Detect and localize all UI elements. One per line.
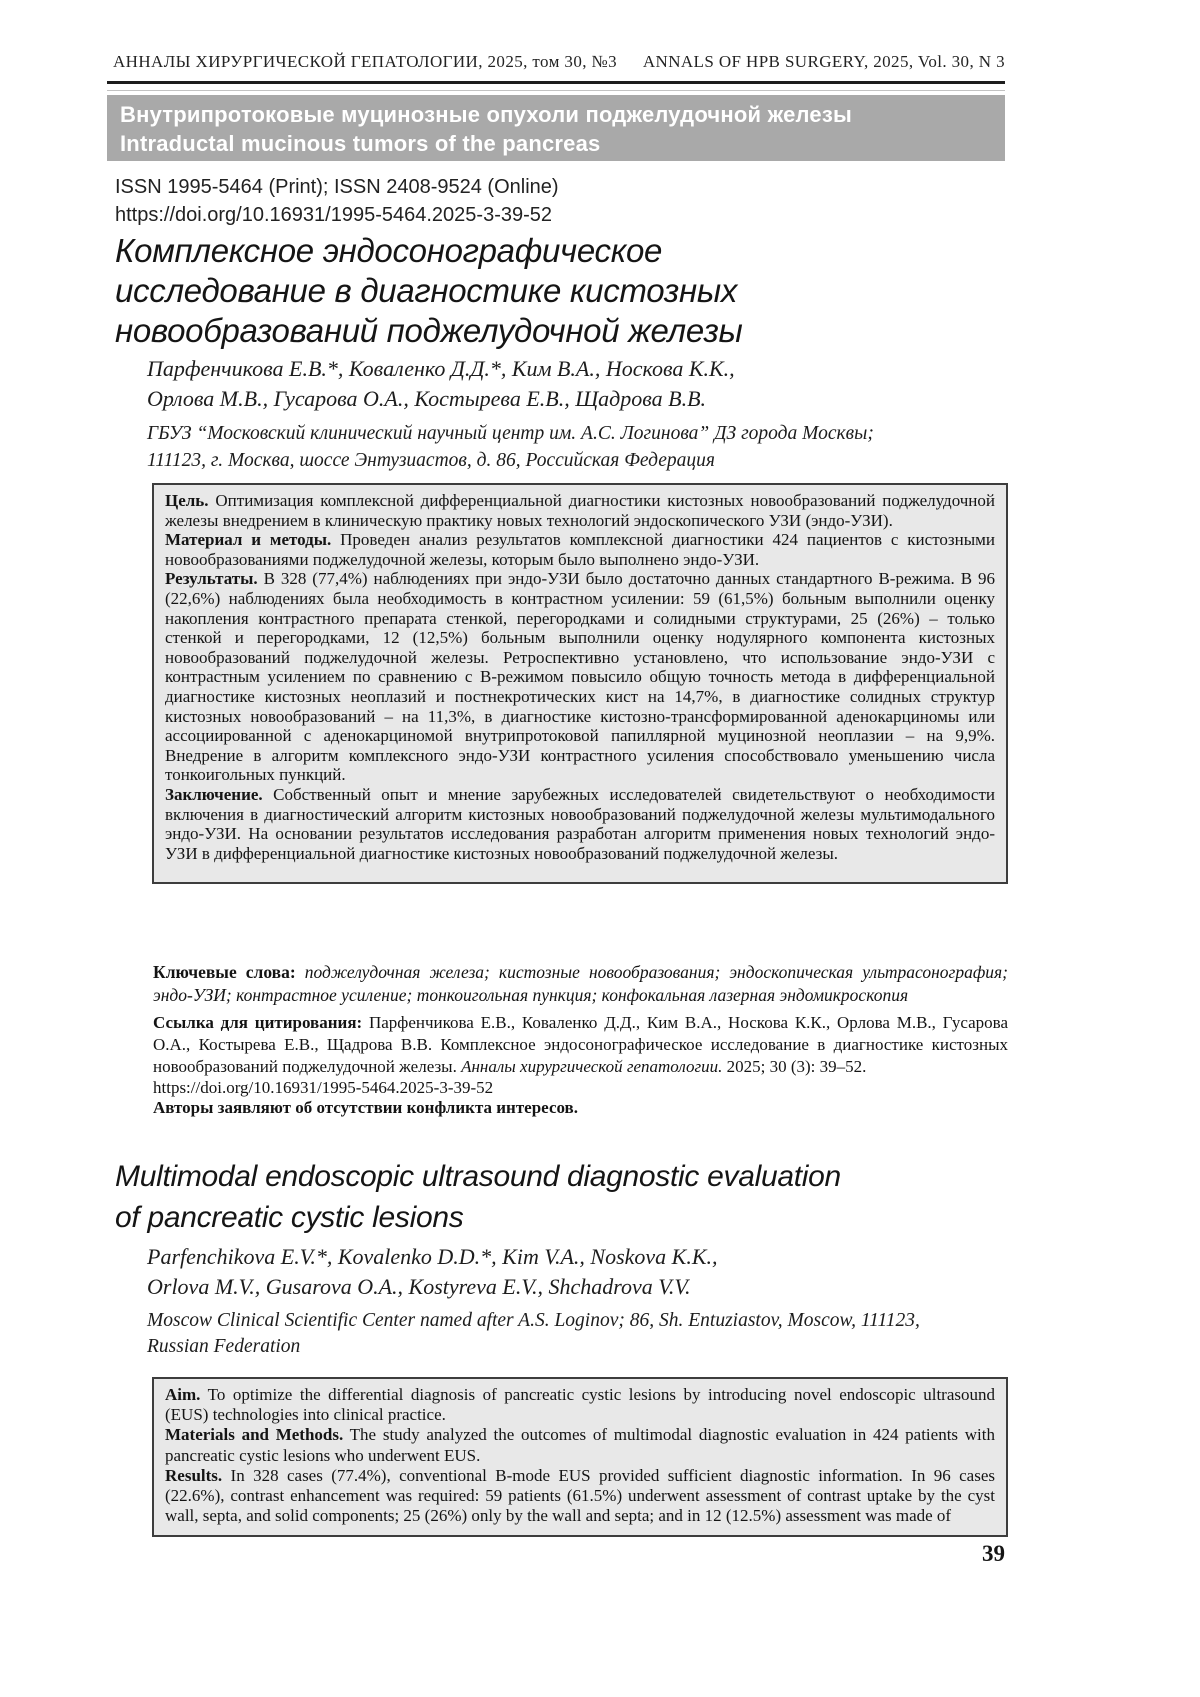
authors-en [147, 1242, 718, 1302]
keywords-text: поджелудочная железа; кистозные новообразования; эндоскопическая ультрасонография; эндо-УЗИ; контрастное усиление; тонкоигольная пункция; конфокальная лазерная эндомикроскопия [153, 962, 1008, 1005]
citation-tail: 2025; 30 (3): 39–52. [726, 1056, 867, 1076]
citation-label: Ссылка для цитирования: [153, 1013, 363, 1032]
abstract-box-en [152, 1377, 1008, 1537]
section-banner-line-en: Intraductal mucinous tumors of the pancreas [120, 131, 601, 156]
authors-ru-line-1: Парфенчикова Е.В.*, Коваленко Д.Д.*, Ким В.А., Носкова К.К., [147, 356, 735, 381]
conflict-of-interest-statement: Авторы заявляют об отсутствии конфликта интересов. [153, 1098, 578, 1117]
citation-doi: https://doi.org/10.16931/1995-5464.2025-3-39-52 [153, 1078, 494, 1098]
section-banner-line-ru: Внутрипротоковые муцинозные опухоли поджелудочной железы [120, 102, 852, 127]
running-header [113, 52, 1005, 72]
authors-en-line-2: Orlova M.V., Gusarova O.A., Kostyreva E.V., Shchadrova V.V. [147, 1274, 691, 1299]
abstract-ru-conclusion-label: Заключение. [165, 784, 263, 804]
abstract-ru-aim-label: Цель. [165, 491, 209, 510]
affiliation-ru-line-2: 111123, г. Москва, шоссе Энтузиастов, д. 86, Российская Федерация [147, 450, 715, 471]
header-rule-thick [107, 81, 1005, 84]
citation-journal: Анналы хирургической гепатологии. [461, 1056, 723, 1076]
authors-en-line-1: Parfenchikova E.V.*, Kovalenko D.D.*, Kim V.A., Noskova K.K., [147, 1244, 718, 1269]
authors-ru [147, 354, 735, 414]
title-ru-line-3: новообразований поджелудочной железы [115, 312, 743, 349]
abstract-ru-methods: Материал и методы. Проведен анализ результатов комплексной диагностики 424 пациентов с кистозными новообразованиями поджелудочной железы, которым было выполнено эндо-УЗИ. [165, 530, 995, 569]
affiliation-en [147, 1308, 920, 1360]
keywords-label: Ключевые слова: [153, 962, 296, 982]
section-banner [107, 95, 1005, 161]
article-title-ru [115, 231, 1015, 351]
citation-block [153, 1012, 1008, 1099]
keywords-block [153, 961, 1008, 1007]
affiliation-ru-line-1: ГБУЗ “Московский клинический научный центр им. А.С. Логинова” ДЗ города Москвы; [147, 423, 874, 444]
abstract-ru-conclusion: Заключение. Собственный опыт и мнение зарубежных исследователей свидетельствуют о необходимости включения в диагностический алгоритм кистозных новообразований поджелудочной железы мультимодального эндо-УЗИ. На основании результатов исследования разработан алгоритм применения новых технологий эндо-УЗИ в дифференциальной диагностике кистозных новообразований поджелудочной железы. [165, 784, 996, 863]
title-en-line-2: of pancreatic cystic lesions [115, 1201, 464, 1234]
abstract-en-methods: Materials and Methods. The study analyzed the outcomes of multimodal diagnostic evaluation in 424 patients with pancreatic cystic lesions who underwent EUS. [165, 1425, 995, 1465]
abstract-en-methods-label: Materials and Methods. [165, 1425, 344, 1445]
abstract-ru-methods-label: Материал и методы. [165, 530, 332, 550]
title-ru-line-1: Комплексное эндосонографическое [115, 232, 663, 269]
header-rule-thin [107, 90, 1005, 91]
title-ru-line-2: исследование в диагностике кистозных [115, 272, 738, 309]
article-title-en [115, 1156, 1015, 1238]
title-en-line-1: Multimodal endoscopic ultrasound diagnostic evaluation [115, 1160, 841, 1193]
affiliation-en-line-1: Moscow Clinical Scientific Center named after A.S. Loginov; 86, Sh. Entuziastov, Moscow, 111123, [147, 1310, 920, 1331]
journal-name-en: ANNALS OF HPB SURGERY, 2025, Vol. 30, N 3 [642, 52, 1005, 71]
affiliation-en-line-2: Russian Federation [147, 1336, 301, 1357]
issn-line: ISSN 1995-5464 (Print); ISSN 2408-9524 (Online) [115, 176, 559, 198]
affiliation-ru [147, 420, 874, 474]
abstract-en-results-label: Results. [165, 1465, 223, 1485]
citation-text: Парфенчикова Е.В., Коваленко Д.Д., Ким В.А., Носкова К.К., Орлова М.В., Гусарова О.А., Костырева Е.В., Щадрова В.В. Комплексное эндосонографическое исследование в диагностике кистозных новообразований поджелудочной железы. [153, 1013, 1009, 1076]
abstract-ru-aim: Цель. Оптимизация комплексной дифференциальной диагностики кистозных новообразований поджелудочной железы внедрением в клиническую практику новых технологий эндоскопического УЗИ (эндо-УЗИ). [165, 491, 995, 530]
abstract-en-aim-label: Aim. [165, 1385, 201, 1404]
page-number: 39 [982, 1541, 1005, 1566]
journal-name-ru: АННАЛЫ ХИРУРГИЧЕСКОЙ ГЕПАТОЛОГИИ, 2025, том 30, №3 [113, 52, 618, 71]
doi-line: https://doi.org/10.16931/1995-5464.2025-3-39-52 [115, 204, 553, 226]
abstract-en-results: Results. In 328 cases (77.4%), conventional B-mode EUS provided sufficient diagnostic information. In 96 cases (22.6%), contrast enhancement was required: 59 patients (61.5%) underwent assessment of contrast uptake by the cyst wall, septa, and solid components; 25 (26%) only by the wall and septa; and in 12 (12.5%) assessment was made of [165, 1465, 995, 1526]
abstract-ru-results: Результаты. В 328 (77,4%) наблюдениях при эндо-УЗИ было достаточно данных стандартного В-режима. В 96 (22,6%) наблюдениях была необходимость в контрастном усилении: 59 (61,5%) больным выполнили оценку накопления контрастного препарата стенкой, перегородками и солидными структурами, 25 (26%) – только стенкой и перегородками, 12 (12,5%) больным выполнили оценку нодулярного компонента кистозных новообразований поджелудочной железы. Ретроспективно установлено, что использование эндо-УЗИ с контрастным усилением по сравнению с В-режимом повысило общую точность метода в дифференциальной диагностике кистозных неоплазий и постнекротических кист на 14,7%, в диагностике солидных структур кистозных новообразований – на 11,3%, в диагностике кистозно-трансформированной аденокарциномы или ассоциированной с аденокарциномой внутрипротоковой папиллярной муцинозной неоплазии – на 9,9%. Внедрение в алгоритм комплексного эндо-УЗИ контрастного усиления способствовало уменьшению числа тонкоигольных пункций. [165, 569, 996, 785]
citation-body [153, 1012, 1008, 1077]
abstract-ru-results-label: Результаты. [165, 569, 258, 589]
abstract-en-aim: Aim. To optimize the differential diagnosis of pancreatic cystic lesions by introducing novel endoscopic ultrasound (EUS) technologies into clinical practice. [165, 1385, 995, 1425]
abstract-box-ru [152, 483, 1008, 884]
authors-ru-line-2: Орлова М.В., Гусарова О.А., Костырева Е.В., Щадрова В.В. [147, 386, 707, 411]
